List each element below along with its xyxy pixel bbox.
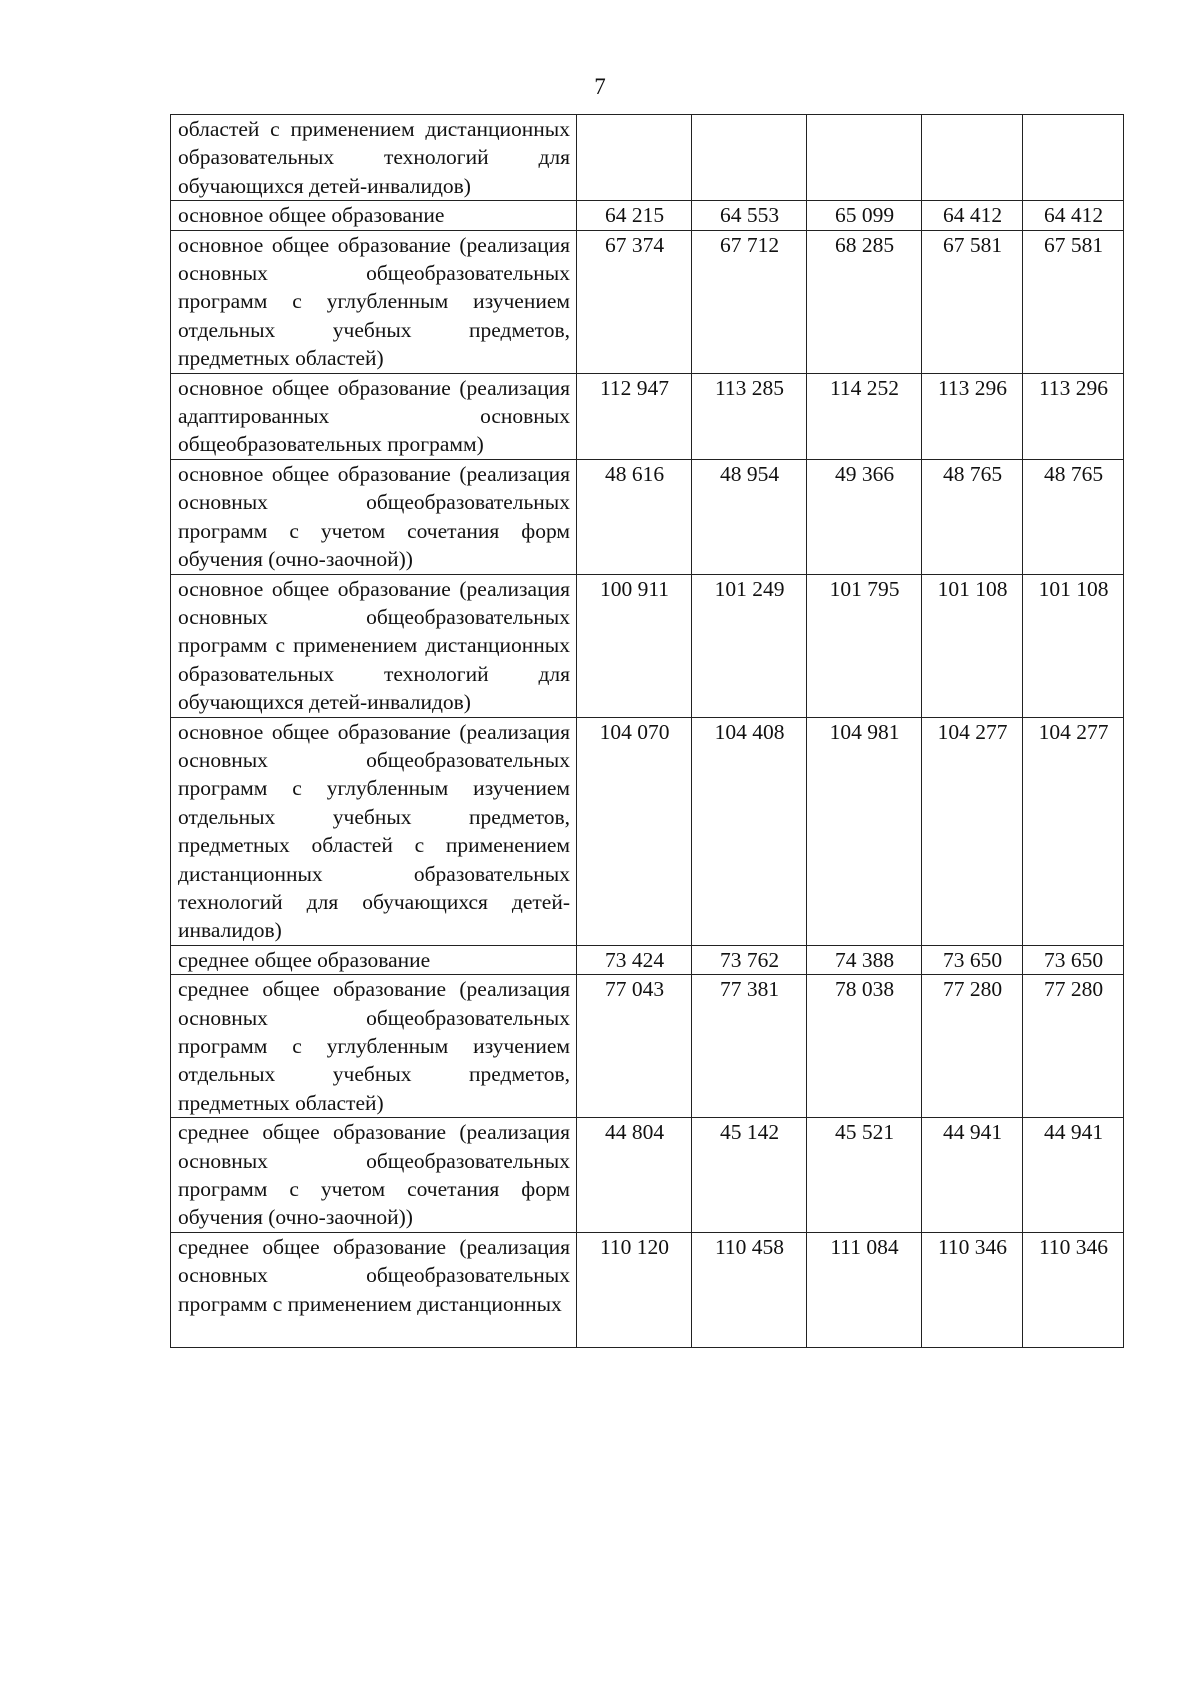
row-description: основное общее образование (реализация основных общеобразовательных программ с углубленным изучением отдельных учебных предметов, предметных областей с применением дистанционных образовательных технологий для обучающихся детей-инвалидов) (171, 717, 577, 945)
row-value (1023, 115, 1124, 201)
table-row (171, 975, 1124, 1118)
row-value: 77 280 (1023, 975, 1124, 1118)
table-row (171, 459, 1124, 574)
row-value: 44 804 (577, 1118, 692, 1233)
row-description: основное общее образование (реализация основных общеобразовательных программ с применением дистанционных образовательных технологий для обучающихся детей-инвалидов) (171, 574, 577, 717)
row-value: 67 581 (922, 230, 1023, 373)
row-value: 73 650 (922, 945, 1023, 974)
row-value: 113 285 (692, 373, 807, 459)
row-value: 67 374 (577, 230, 692, 373)
row-value: 77 381 (692, 975, 807, 1118)
row-value: 64 412 (1023, 201, 1124, 230)
funding-table (170, 114, 1124, 1348)
row-description: среднее общее образование (реализация основных общеобразовательных программ с применением дистанционных (171, 1232, 577, 1347)
row-value: 73 762 (692, 945, 807, 974)
row-value: 112 947 (577, 373, 692, 459)
table-row (171, 201, 1124, 230)
row-description: основное общее образование (реализация адаптированных основных общеобразовательных программ) (171, 373, 577, 459)
row-value: 44 941 (922, 1118, 1023, 1233)
row-value: 77 043 (577, 975, 692, 1118)
row-value: 45 521 (807, 1118, 922, 1233)
row-value: 104 070 (577, 717, 692, 945)
row-value: 64 412 (922, 201, 1023, 230)
row-description: областей с применением дистанционных образовательных технологий для обучающихся детей-инвалидов) (171, 115, 577, 201)
row-value: 77 280 (922, 975, 1023, 1118)
table-row (171, 717, 1124, 945)
row-value (577, 115, 692, 201)
table-row (171, 230, 1124, 373)
row-value (922, 115, 1023, 201)
row-value: 48 954 (692, 459, 807, 574)
row-value: 65 099 (807, 201, 922, 230)
row-value: 104 408 (692, 717, 807, 945)
row-value: 64 553 (692, 201, 807, 230)
row-value: 110 346 (922, 1232, 1023, 1347)
row-value: 100 911 (577, 574, 692, 717)
row-description: среднее общее образование (171, 945, 577, 974)
table-row (171, 115, 1124, 201)
row-value: 114 252 (807, 373, 922, 459)
row-value: 74 388 (807, 945, 922, 974)
row-value: 101 249 (692, 574, 807, 717)
row-value: 48 765 (922, 459, 1023, 574)
row-value: 73 650 (1023, 945, 1124, 974)
table-row (171, 373, 1124, 459)
row-value: 67 581 (1023, 230, 1124, 373)
row-value: 73 424 (577, 945, 692, 974)
row-value: 113 296 (1023, 373, 1124, 459)
page-number: 7 (594, 74, 606, 99)
table-row (171, 1232, 1124, 1347)
table-row (171, 1118, 1124, 1233)
row-description: основное общее образование (171, 201, 577, 230)
row-value: 68 285 (807, 230, 922, 373)
row-value: 104 981 (807, 717, 922, 945)
row-value: 101 795 (807, 574, 922, 717)
row-value: 45 142 (692, 1118, 807, 1233)
row-value: 110 458 (692, 1232, 807, 1347)
row-value (807, 115, 922, 201)
row-value: 101 108 (922, 574, 1023, 717)
table-row (171, 574, 1124, 717)
row-value: 113 296 (922, 373, 1023, 459)
row-value: 110 120 (577, 1232, 692, 1347)
row-value: 49 366 (807, 459, 922, 574)
row-value: 111 084 (807, 1232, 922, 1347)
row-value: 48 616 (577, 459, 692, 574)
row-value: 101 108 (1023, 574, 1124, 717)
row-value: 64 215 (577, 201, 692, 230)
row-value: 48 765 (1023, 459, 1124, 574)
row-value: 110 346 (1023, 1232, 1124, 1347)
row-value: 67 712 (692, 230, 807, 373)
row-value (692, 115, 807, 201)
row-description: основное общее образование (реализация основных общеобразовательных программ с учетом сочетания форм обучения (очно-заочной)) (171, 459, 577, 574)
row-description: основное общее образование (реализация основных общеобразовательных программ с углубленным изучением отдельных учебных предметов, предметных областей) (171, 230, 577, 373)
row-description: среднее общее образование (реализация основных общеобразовательных программ с углубленным изучением отдельных учебных предметов, предметных областей) (171, 975, 577, 1118)
row-value: 104 277 (922, 717, 1023, 945)
row-description: среднее общее образование (реализация основных общеобразовательных программ с учетом сочетания форм обучения (очно-заочной)) (171, 1118, 577, 1233)
row-value: 44 941 (1023, 1118, 1124, 1233)
table-row (171, 945, 1124, 974)
row-value: 104 277 (1023, 717, 1124, 945)
row-value: 78 038 (807, 975, 922, 1118)
